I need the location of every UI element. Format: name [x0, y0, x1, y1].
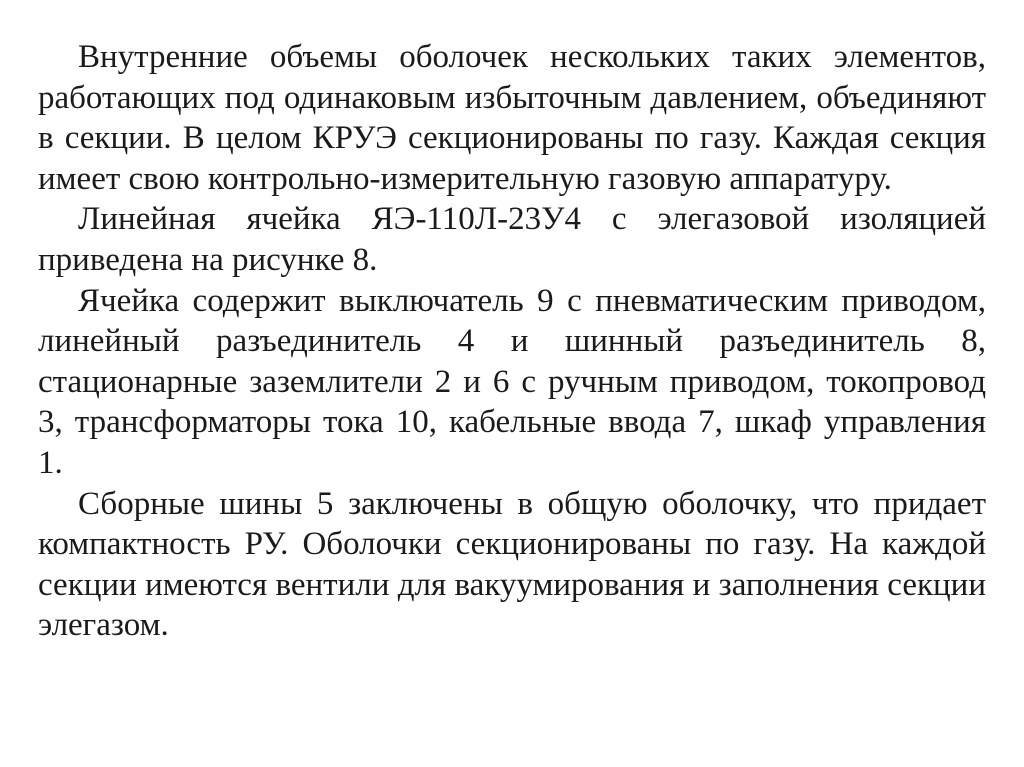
paragraph-busbars: Сборные шины 5 заключены в общую оболочку, что придает компактность РУ. Оболочки секционированы по газу. На каждой секции имеются вентили для вакуумирования и заполнения секции элегазом. [38, 485, 986, 644]
body-text [38, 37, 986, 646]
paragraph-linear-cell: Линейная ячейка ЯЭ-110Л-23У4 с элегазовой изоляцией приведена на рисунке 8. [38, 201, 986, 278]
paragraph-sections: Внутренние объемы оболочек нескольких таких элементов, работающих под одинаковым избыточным давлением, объединяют в секции. В целом КРУЭ секционированы по газу. Каждая секция имеет свою контрольно-измерительную газовую аппаратуру. [38, 39, 986, 197]
paragraph-cell-contents: Ячейка содержит выключатель 9 с пневматическим приводом, линейный разъединитель 4 и шинный разъединитель 8, стационарные заземлители 2 и 6 с ручным приводом, токопровод 3, трансформаторы тока 10, кабельные ввода 7, шкаф управления 1. [38, 282, 986, 481]
